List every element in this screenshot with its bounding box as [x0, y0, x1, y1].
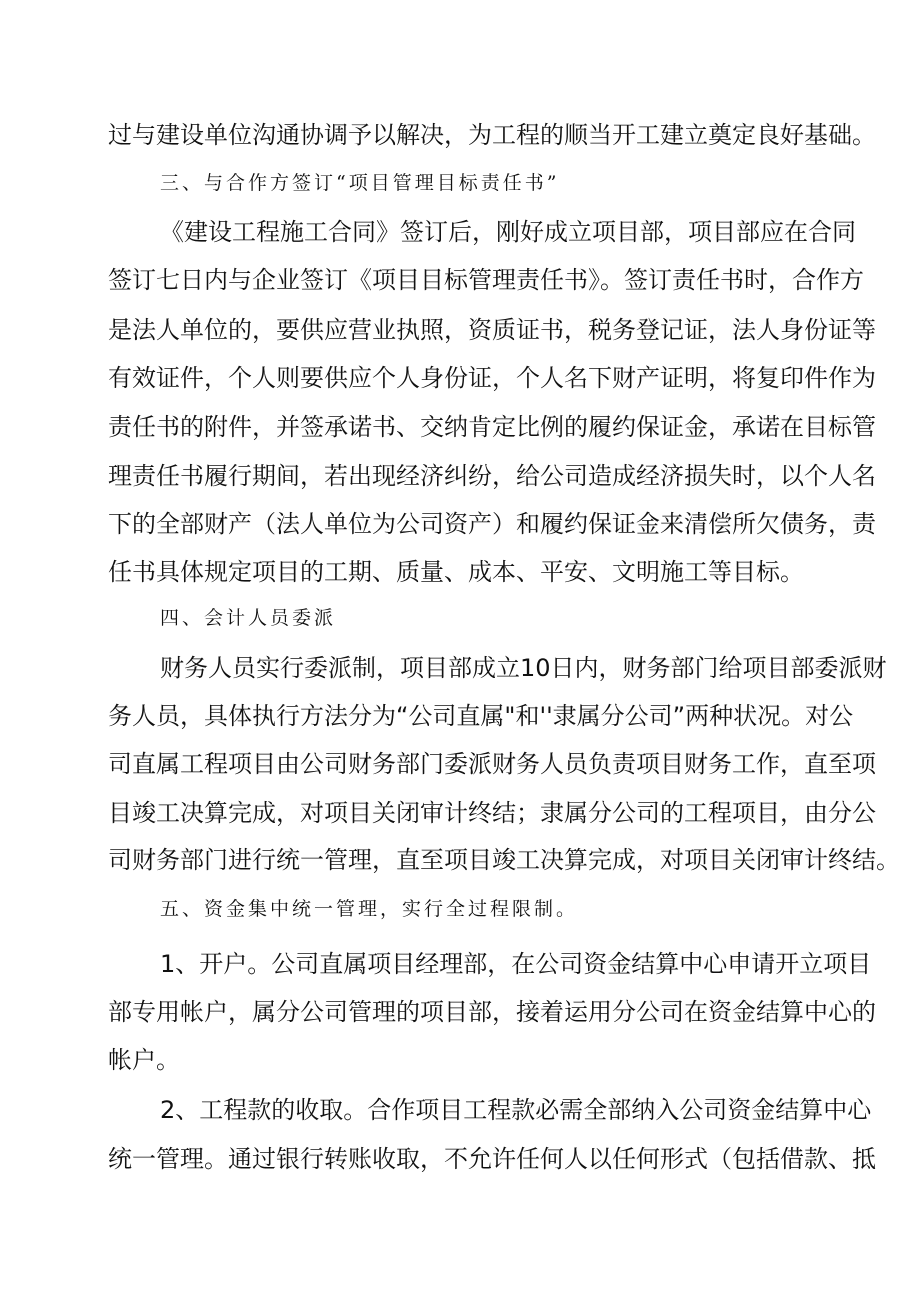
paragraph-line: 司财务部门进行统一管理，直至项目竣工决算完成，对项目关闭审计终结。 [108, 846, 900, 874]
paragraph-line: 任书具体规定项目的工期、质量、成本、平安、文明施工等目标。 [108, 558, 804, 586]
paragraph-line: 目竣工决算完成，对项目关闭审计终结；隶属分公司的工程项目，由分公 [108, 799, 876, 827]
paragraph-line: 《建设工程施工合同》签订后，刚好成立项目部，项目部应在合同 [160, 218, 856, 246]
paragraph-line: 理责任书履行期间，若出现经济纠纷，给公司造成经济损失时，以个人名 [108, 462, 876, 490]
paragraph-line: 司直属工程项目由公司财务部门委派财务人员负责项目财务工作，直至项 [108, 750, 876, 778]
paragraph-line: 下的全部财产（法人单位为公司资产）和履约保证金来清偿所欠债务，责 [108, 510, 876, 538]
section-heading-4: 四、会计人员委派 [160, 607, 337, 629]
section-heading-5: 五、资金集中统一管理，实行全过程限制。 [160, 898, 579, 920]
paragraph-line: 务人员，具体执行方法分为“公司直属"和''隶属分公司”两种状况。对公 [108, 702, 854, 730]
paragraph-line: 签订七日内与企业签订《项目目标管理责任书》。签订责任书时，合作方 [108, 266, 864, 294]
paragraph-line: 帐户。 [108, 1046, 180, 1074]
paragraph-line: 统一管理。通过银行转账收取，不允许任何人以任何形式（包括借款、抵 [108, 1145, 876, 1173]
paragraph-line: 财务人员实行委派制，项目部成立10日内，财务部门给项目部委派财 [160, 654, 887, 682]
paragraph-line: 是法人单位的，要供应营业执照，资质证书，税务登记证，法人身份证等 [108, 316, 876, 344]
paragraph-line: 过与建设单位沟通协调予以解决，为工程的顺当开工建立奠定良好基础。 [108, 121, 876, 149]
paragraph-line: 责任书的附件，并签承诺书、交纳肯定比例的履约保证金，承诺在目标管 [108, 413, 876, 441]
paragraph-line: 2、工程款的收取。合作项目工程款必需全部纳入公司资金结算中心 [160, 1096, 872, 1124]
paragraph-line: 部专用帐户，属分公司管理的项目部，接着运用分公司在资金结算中心的 [108, 998, 876, 1026]
paragraph-line: 有效证件，个人则要供应个人身份证，个人名下财产证明，将复印件作为 [108, 364, 876, 392]
paragraph-line: 1、开户。公司直属项目经理部，在公司资金结算中心申请开立项目 [160, 950, 872, 978]
section-heading-3: 三、与合作方签订“项目管理目标责任书” [160, 172, 560, 194]
